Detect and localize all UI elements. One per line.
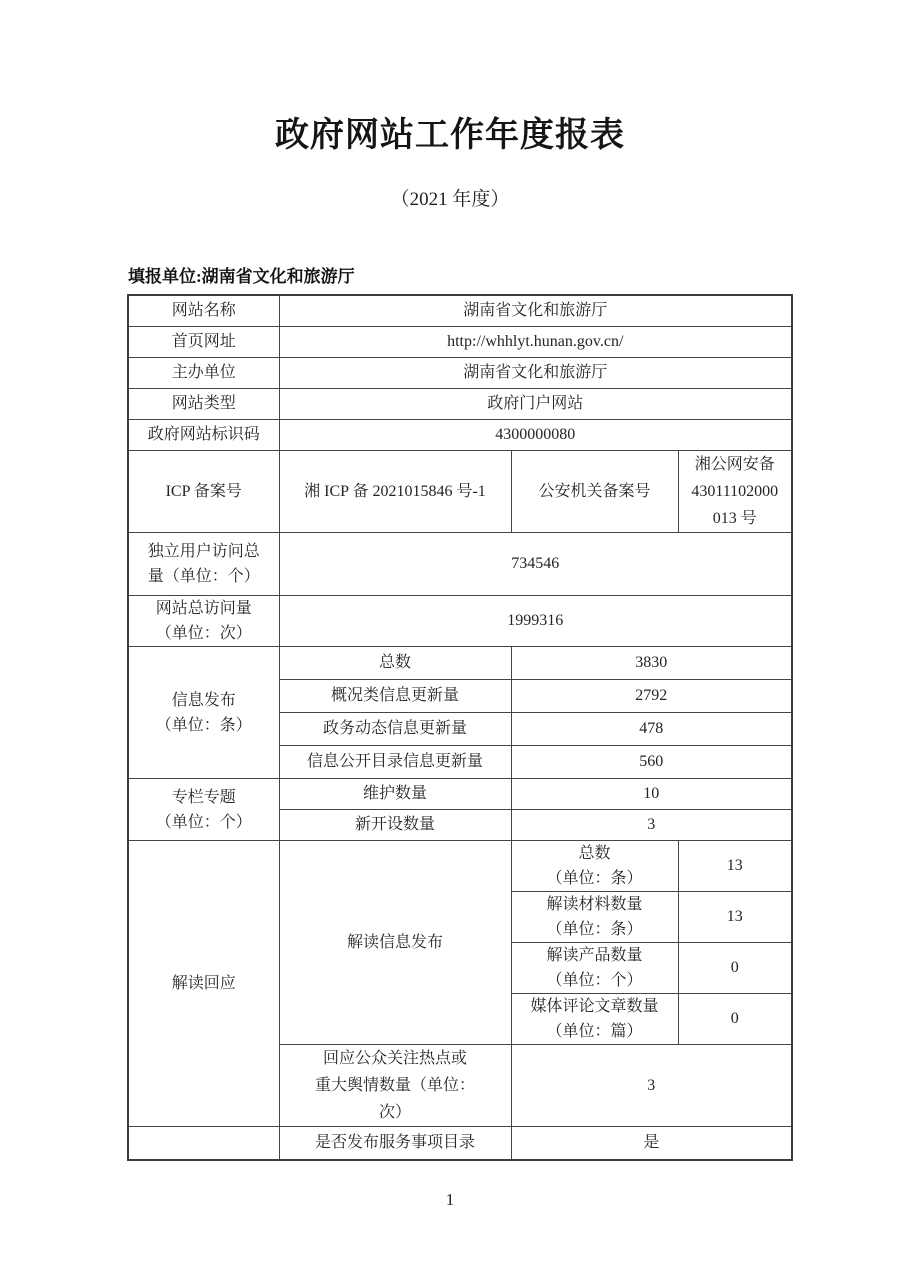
info-publish-item-label: 政务动态信息更新量 [279, 713, 511, 746]
organizer-label: 主办单位 [128, 358, 279, 389]
table-row [128, 451, 792, 533]
table-row [128, 420, 792, 451]
reporting-unit: 填报单位:湖南省文化和旅游厅 [128, 267, 355, 286]
homepage-url-value: http://whhlyt.hunan.gov.cn/ [279, 327, 792, 358]
table-row [128, 841, 792, 892]
label-line: （单位：条） [546, 921, 643, 938]
public-response-value: 3 [511, 1045, 792, 1127]
table-row [128, 533, 792, 596]
table-row [128, 389, 792, 420]
interpretation-item-value: 13 [678, 892, 792, 943]
label-line: （单位：篇） [546, 1023, 643, 1040]
info-publish-item-value: 478 [511, 713, 792, 746]
interpretation-item-value: 0 [678, 994, 792, 1045]
label-line: 媒体评论文章数量 [530, 998, 659, 1015]
label-line: 量（单位：个） [147, 568, 260, 585]
interpretation-label: 解读回应 [128, 841, 279, 1127]
service-catalog-label: 是否发布服务事项目录 [279, 1127, 511, 1160]
label-line: 网站总访问量 [155, 600, 252, 617]
police-record-line: 湘公网安备 [694, 456, 775, 473]
info-publish-item-value: 560 [511, 746, 792, 779]
label-line: （单位：个） [155, 813, 252, 831]
icp-value: 湘 ICP 备 2021015846 号-1 [279, 451, 511, 533]
table-row [128, 596, 792, 647]
site-type-value: 政府门户网站 [279, 389, 792, 420]
interpretation-publish-label: 解读信息发布 [279, 841, 511, 1045]
info-publish-item-label: 总数 [279, 647, 511, 680]
total-visits-label [128, 596, 279, 647]
table-row [128, 1127, 792, 1160]
topics-item-label: 维护数量 [279, 779, 511, 810]
label-line: 信息发布 [171, 691, 236, 709]
label-line: （单位：条） [155, 716, 252, 734]
page-number: 1 [445, 1189, 455, 1209]
organizer-value: 湖南省文化和旅游厅 [279, 358, 792, 389]
site-code-value: 4300000080 [279, 420, 792, 451]
table-row [128, 327, 792, 358]
unique-visitors-label [128, 533, 279, 596]
interpretation-item-label [511, 892, 678, 943]
label-line: 总数 [578, 845, 611, 862]
page-subtitle: （2021 年度） [390, 189, 510, 210]
table-row [128, 358, 792, 389]
label-line: （单位：个） [546, 972, 643, 989]
label-line: 重大舆情数量（单位： [314, 1077, 475, 1094]
label-line: （单位：条） [546, 870, 643, 887]
site-type-label: 网站类型 [128, 389, 279, 420]
police-record-value [678, 451, 792, 533]
topics-label [128, 779, 279, 841]
label-line: 解读产品数量 [546, 947, 643, 964]
icp-label: ICP 备案号 [128, 451, 279, 533]
topics-item-label: 新开设数量 [279, 810, 511, 841]
site-name-label: 网站名称 [128, 295, 279, 327]
interpretation-item-label [511, 841, 678, 892]
empty-cell [128, 1127, 279, 1160]
public-response-label [279, 1045, 511, 1127]
label-line: 解读材料数量 [546, 896, 643, 913]
label-line: 独立用户访问总 [147, 543, 260, 560]
table-row [128, 647, 792, 680]
info-publish-item-value: 2792 [511, 680, 792, 713]
table-row [128, 295, 792, 327]
site-code-label: 政府网站标识码 [128, 420, 279, 451]
interpretation-item-label [511, 994, 678, 1045]
police-record-line: 013 号 [712, 510, 757, 527]
label-line: 专栏专题 [171, 788, 236, 806]
topics-item-value: 10 [511, 779, 792, 810]
interpretation-item-label [511, 943, 678, 994]
page-title: 政府网站工作年度报表 [275, 116, 625, 154]
annual-report-table [127, 294, 793, 1161]
label-line: 次） [378, 1104, 411, 1121]
homepage-url-label: 首页网址 [128, 327, 279, 358]
interpretation-item-value: 0 [678, 943, 792, 994]
interpretation-item-value: 13 [678, 841, 792, 892]
unique-visitors-value: 734546 [279, 533, 792, 596]
info-publish-label [128, 647, 279, 779]
site-name-value: 湖南省文化和旅游厅 [279, 295, 792, 327]
label-line: （单位：次） [155, 625, 252, 642]
police-record-line: 43011102000 [691, 483, 779, 500]
info-publish-item-label: 概况类信息更新量 [279, 680, 511, 713]
label-line: 回应公众关注热点或 [322, 1050, 467, 1067]
total-visits-value: 1999316 [279, 596, 792, 647]
table-row [128, 779, 792, 810]
service-catalog-value: 是 [511, 1127, 792, 1160]
info-publish-item-label: 信息公开目录信息更新量 [279, 746, 511, 779]
police-record-label: 公安机关备案号 [511, 451, 678, 533]
info-publish-item-value: 3830 [511, 647, 792, 680]
topics-item-value: 3 [511, 810, 792, 841]
